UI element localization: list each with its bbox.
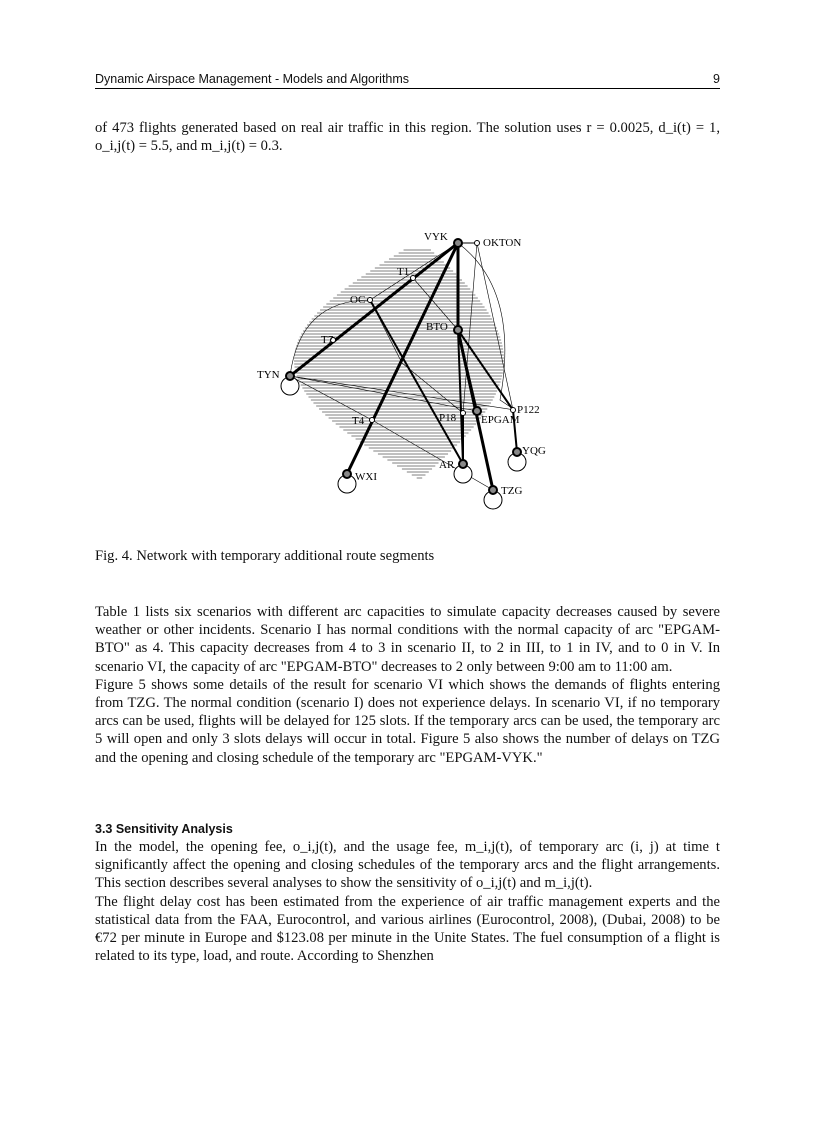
node-label: T1 [397,266,410,278]
paragraph-text: In the model, the opening fee, o_i,j(t), and the usage fee, m_i,j(t), of temporary arc (i, j) at time t significantly affect the opening and closing schedules of the temporary arcs and the flight arrangements. This section describes several analyses to show the sensitivity of o_i,j(t) and m_i,j(t). [95,839,720,892]
node-label: EPGAM [481,414,520,426]
node-label: TZG [501,485,523,497]
node-t4 [370,418,375,423]
node-vyk [454,239,462,247]
node-bto [454,326,462,334]
node-label: P18 [439,412,457,424]
network-figure [240,200,580,540]
node-oc [368,298,373,303]
node-label: AR [439,459,455,471]
node-epgam [473,407,481,415]
node-p18 [461,411,466,416]
node-label: OC [350,294,366,306]
node-label: BTO [426,321,448,333]
node-okton [475,241,480,246]
route-segment [370,300,402,363]
node-wxi [343,470,351,478]
node-label: WXI [355,471,377,483]
paragraph-text: The flight delay cost has been estimated from the experience of air traffic management experts and the statistical data from the FAA, Eurocontrol, and various airlines (Eurocontrol, 2008), (Dubai, 2008) to be €72 per minute in Europe and $123.08 per minute in the Unite States. The fuel consumption of a flight is related to its type, load, and route. According to Shenzhen [95,893,720,965]
node-label: OKTON [483,237,522,249]
node-tyn [286,372,294,380]
node-label: T4 [352,415,365,427]
intro-paragraph [95,119,720,155]
paragraph-text: Figure 5 shows some details of the result for scenario VI which shows the demands of flights entering from TZG. The normal condition (scenario I) does not experience delays. In scenario VI, if no temporary arcs can be used, flights will be delayed for 125 slots. If the temporary arcs can be used, the temporary arc 5 will open and only 3 slots delays will occur in total. Figure 5 also shows the number of delays on TZG and the opening and closing schedule of the temporary arc "EPGAM-VYK." [95,676,720,766]
node-t1 [411,276,416,281]
paragraph-text: Table 1 lists six scenarios with different arc capacities to simulate capacity decreases caused by severe weather or other incidents. Scenario I has normal conditions with the normal capacity of arc "EPGAM-BTO" as 4. This capacity decreases from 4 to 3 in scenario II, to 2 in III, to 1 in IV, and to 0 in V. In scenario VI, the capacity of arc "EPGAM-BTO" decreases to 2 only between 9:00 am to 11:00 am. [95,604,720,675]
node-label: TYN [257,369,280,381]
body-paragraph-2 [95,838,720,965]
page-number: 9 [713,72,720,86]
intro-text: of 473 flights generated based on real air traffic in this region. The solution uses r = 0.0025, d_i(t) = 1, o_i,j(t) = 5.5, and m_i,j(t) = 0.3. [95,120,720,155]
section-heading: 3.3 Sensitivity Analysis [95,822,233,836]
node-p122 [511,408,516,413]
node-label: VYK [424,231,448,243]
route-segment [372,420,493,490]
route-segment [290,376,372,420]
node-label: YQG [522,445,546,457]
node-tzg [489,486,497,494]
node-yqg [513,448,521,456]
route-segment [290,243,458,376]
node-label: P122 [517,404,540,416]
node-ar [459,460,467,468]
figure-caption: Fig. 4. Network with temporary additional route segments [95,548,435,564]
running-header [95,72,720,89]
body-paragraph-1 [95,603,720,767]
header-title: Dynamic Airspace Management - Models and Algorithms [95,72,410,86]
node-label: T7 [321,334,334,346]
